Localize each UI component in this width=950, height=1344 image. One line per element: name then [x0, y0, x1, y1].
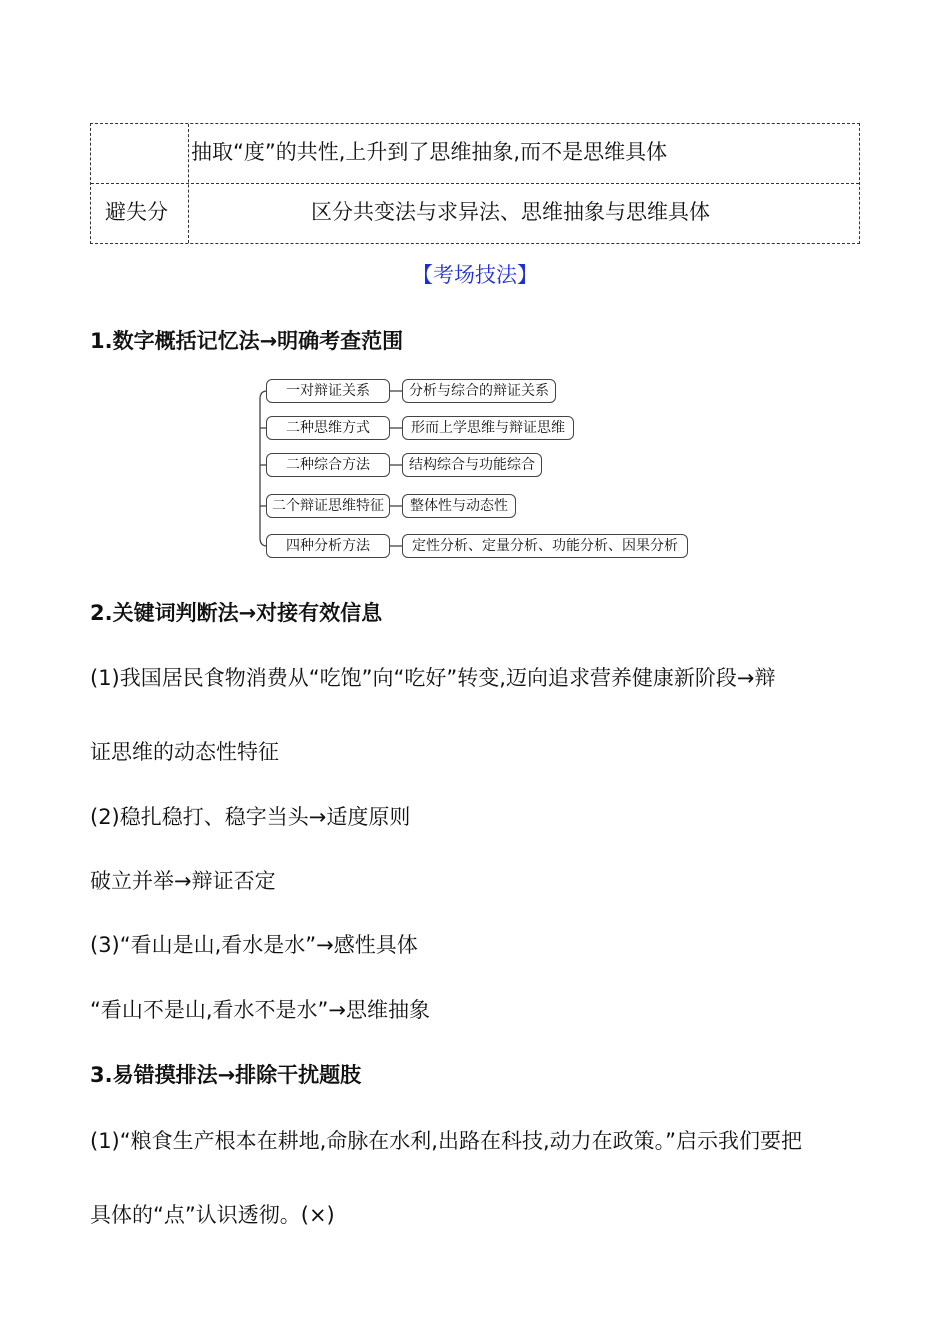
diagram-right-node-2: 形而上学思维与辩证思维: [402, 416, 574, 440]
diagram-left-node-3: 二种综合方法: [266, 453, 390, 477]
section-tag: 【考场技法】: [412, 263, 538, 287]
diagram-right-node-5: 定性分析、定量分析、功能分析、因果分析: [402, 534, 688, 558]
diagram-right-node-1: 分析与综合的辩证关系: [402, 379, 556, 403]
section3-paragraph-1a: (1)“粮食生产根本在耕地,命脉在水利,出路在科技,动力在政策。”启示我们要把: [90, 1129, 803, 1153]
section2-paragraph-1b: 证思维的动态性特征: [90, 740, 279, 764]
diagram-left-node-5: 四种分析方法: [266, 534, 390, 558]
section1-heading: 1.数字概括记忆法→明确考查范围: [90, 329, 404, 353]
section2-paragraph-2a: (2)稳扎稳打、稳字当头→适度原则: [90, 805, 411, 829]
diagram-left-node-4: 二个辩证思维特征: [266, 494, 390, 518]
table-cell-row2-right: 区分共变法与求异法、思维抽象与思维具体: [311, 200, 710, 224]
section3-paragraph-1b: 具体的“点”认识透彻。(×): [90, 1203, 335, 1227]
section2-paragraph-3a: (3)“看山是山,看水是水”→感性具体: [90, 933, 418, 957]
comparison-table: [90, 123, 860, 244]
diagram-left-node-1: 一对辩证关系: [266, 379, 390, 403]
section3-heading: 3.易错摸排法→排除干扰题肢: [90, 1063, 362, 1087]
section2-heading: 2.关键词判断法→对接有效信息: [90, 601, 383, 625]
memory-diagram: [250, 375, 700, 565]
table-cell-row1-right: 抽取“度”的共性,上升到了思维抽象,而不是思维具体: [191, 140, 668, 164]
table-cell-row2-left: 避失分: [105, 200, 168, 224]
section2-paragraph-1a: (1)我国居民食物消费从“吃饱”向“吃好”转变,迈向追求营养健康新阶段→辩: [90, 666, 776, 690]
table-divider-horizontal: [91, 183, 859, 184]
diagram-left-node-2: 二种思维方式: [266, 416, 390, 440]
section2-paragraph-3b: “看山不是山,看水不是水”→思维抽象: [90, 998, 431, 1022]
diagram-right-node-4: 整体性与动态性: [402, 494, 516, 518]
section2-paragraph-2b: 破立并举→辩证否定: [90, 869, 276, 893]
diagram-right-node-3: 结构综合与功能综合: [402, 453, 542, 477]
